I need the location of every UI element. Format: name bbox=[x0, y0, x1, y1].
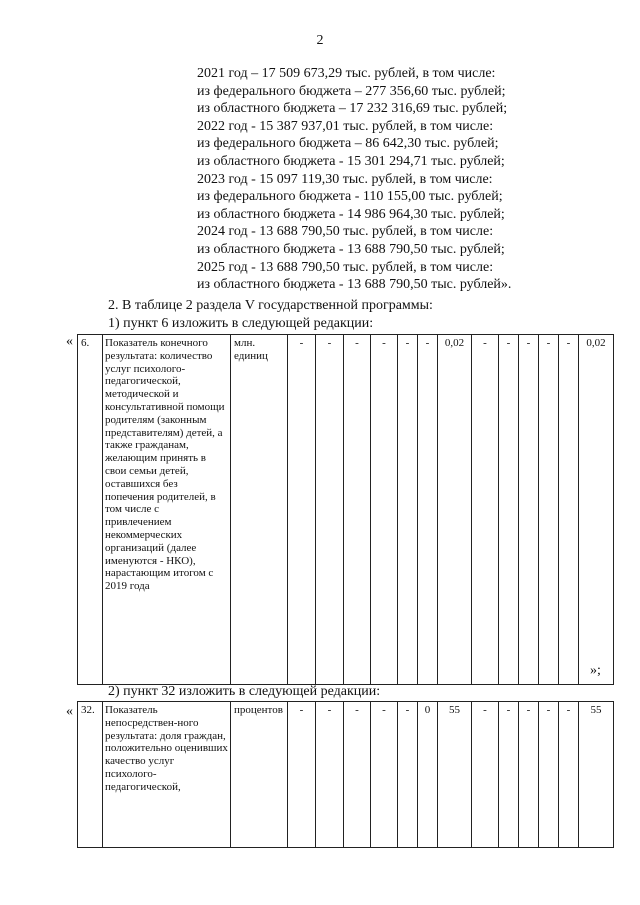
budget-line: из федерального бюджета – 277 356,60 тыс. рублей; bbox=[197, 83, 506, 99]
value-cell: - bbox=[559, 702, 579, 848]
indicator-name: Показатель непосредствен-ного результата: доля граждан, положительно оценивших качество услуг психолого-педагогической, bbox=[103, 702, 231, 848]
value-cell: - bbox=[472, 335, 499, 685]
value-cell: - bbox=[316, 335, 344, 685]
open-quote-2: « bbox=[66, 704, 73, 719]
row-number: 6. bbox=[78, 335, 103, 685]
budget-line: из областного бюджета - 13 688 790,50 тыс. рублей». bbox=[197, 277, 512, 293]
value-cell: - bbox=[288, 335, 316, 685]
subitem-2: 2) пункт 32 изложить в следующей редакции: bbox=[108, 684, 381, 699]
value-cell: - bbox=[371, 335, 398, 685]
indicator-table-item-6 bbox=[77, 334, 614, 685]
value-cell: - bbox=[499, 702, 519, 848]
value-cell: - bbox=[316, 702, 344, 848]
budget-line: 2022 год - 15 387 937,01 тыс. рублей, в том числе: bbox=[197, 118, 494, 134]
budget-line: из областного бюджета - 13 688 790,50 тыс. рублей; bbox=[197, 241, 505, 257]
row-number: 32. bbox=[78, 702, 103, 848]
budget-line: 2021 год – 17 509 673,29 тыс. рублей, в том числе: bbox=[197, 66, 496, 81]
value-cell: - bbox=[559, 335, 579, 685]
indicator-table-item-32 bbox=[77, 701, 614, 848]
value-cell: - bbox=[499, 335, 519, 685]
value-cell: - bbox=[398, 702, 418, 848]
page-number: 2 bbox=[316, 33, 324, 48]
indicator-name: Показатель конечного результата: количество услуг психолого-педагогической, методической и консультативной помощи родителям (законным представителям) детей, а также гражданам, желающим принять в свои семьи детей, оставшихся без попечения родителей, в том числе с привлечением некоммерческих организаций (далее именуются - НКО), нарастающим итогом с 2019 года bbox=[103, 335, 231, 685]
open-quote-1: « bbox=[66, 334, 73, 349]
close-quote-1: »; bbox=[590, 663, 601, 678]
value-cell: - bbox=[344, 702, 371, 848]
value-cell: - bbox=[398, 335, 418, 685]
value-cell: - bbox=[418, 335, 438, 685]
subitem-1: 1) пункт 6 изложить в следующей редакции: bbox=[108, 316, 374, 331]
budget-line: 2023 год - 15 097 119,30 тыс. рублей, в том числе: bbox=[197, 171, 493, 187]
value-cell: 0 bbox=[418, 702, 438, 848]
budget-line: из областного бюджета - 15 301 294,71 тыс. рублей; bbox=[197, 153, 505, 169]
value-cell: - bbox=[472, 702, 499, 848]
value-cell: 55 bbox=[579, 702, 614, 848]
value-cell: - bbox=[519, 702, 539, 848]
value-cell: - bbox=[519, 335, 539, 685]
value-cell: 0,02 bbox=[579, 335, 614, 685]
value-cell: - bbox=[344, 335, 371, 685]
budget-breakdown bbox=[197, 65, 597, 294]
value-cell: - bbox=[288, 702, 316, 848]
budget-line: из областного бюджета - 14 986 964,30 тыс. рублей; bbox=[197, 206, 505, 222]
budget-line: из федерального бюджета - 110 155,00 тыс. рублей; bbox=[197, 189, 503, 205]
value-cell: - bbox=[539, 702, 559, 848]
unit-cell: млн. единиц bbox=[231, 335, 288, 685]
paragraph-2: 2. В таблице 2 раздела V государственной программы: bbox=[108, 298, 433, 313]
budget-line: 2025 год - 13 688 790,50 тыс. рублей, в том числе: bbox=[197, 259, 494, 275]
unit-cell: процентов bbox=[231, 702, 288, 848]
budget-line: из федерального бюджета – 86 642,30 тыс. рублей; bbox=[197, 136, 499, 152]
value-cell: 0,02 bbox=[438, 335, 472, 685]
value-cell: 55 bbox=[438, 702, 472, 848]
value-cell: - bbox=[539, 335, 559, 685]
budget-line: из областного бюджета – 17 232 316,69 тыс. рублей; bbox=[197, 101, 508, 117]
value-cell: - bbox=[371, 702, 398, 848]
budget-line: 2024 год - 13 688 790,50 тыс. рублей, в том числе: bbox=[197, 224, 494, 240]
